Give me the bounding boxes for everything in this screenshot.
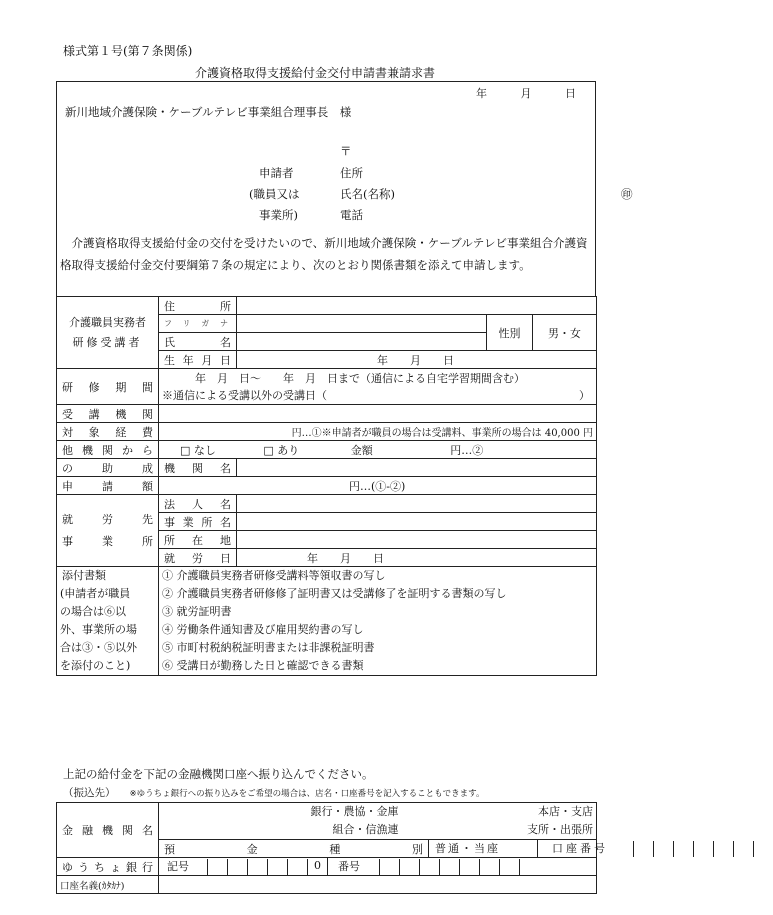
seal-icon: ㊞ bbox=[621, 187, 633, 201]
list-item: ① 介護職員実務者研修受講料等領収書の写し bbox=[162, 569, 386, 582]
other-aid-options bbox=[159, 441, 597, 459]
yucho-label: ゆうちょ銀行 bbox=[57, 858, 159, 876]
number-digit-box[interactable] bbox=[379, 859, 399, 875]
symbol-label: 記号 bbox=[167, 860, 189, 873]
transfer-destination: （振込先） ※ゆうちょ銀行への振り込みをご希望の場合は、店名・口座番号を記入することもできます。 bbox=[63, 787, 485, 799]
number-digit-box[interactable] bbox=[399, 859, 419, 875]
other-aid-yes-checkbox[interactable]: □ あり bbox=[263, 443, 300, 457]
account-name-label: 口座名義(ｶﾀｶﾅ) bbox=[57, 876, 159, 894]
account-digit-box[interactable] bbox=[653, 841, 673, 857]
agency-name-label: 機関名 bbox=[159, 459, 237, 477]
list-item: ④ 労働条件通知書及び雇用契約書の写し bbox=[162, 623, 364, 636]
account-name-input[interactable] bbox=[159, 876, 597, 894]
branch-type-options[interactable]: 本店・支店 支所・出張所 bbox=[429, 803, 597, 840]
list-item: ⑤ 市町村税納税証明書または非課税証明書 bbox=[162, 641, 375, 654]
number-digit-box[interactable] bbox=[499, 859, 519, 875]
other-aid-amount-input[interactable]: 円…② bbox=[450, 443, 484, 457]
bank-transfer-request: 上記の給付金を下記の金融機関口座へ振り込んでください。 bbox=[63, 767, 374, 781]
deposit-type-label: 預金種別 bbox=[159, 840, 429, 858]
corporation-label: 法人名 bbox=[159, 495, 237, 513]
yucho-note: ※ゆうちょ銀行への振り込みをご希望の場合は、店名・口座番号を記入することもできます。 bbox=[129, 789, 485, 799]
document-title: 介護資格取得支援給付金交付申請書兼請求書 bbox=[194, 66, 435, 80]
date-line[interactable]: 年 月 日 bbox=[476, 87, 577, 100]
gender-label: 性別 bbox=[487, 315, 533, 351]
number-digit-box[interactable] bbox=[419, 859, 439, 875]
addressee: 新川地域介護保険・ケーブルテレビ事業組合理事長 様 bbox=[65, 105, 352, 119]
birthdate-input[interactable]: 年 月 日 bbox=[237, 351, 597, 369]
symbol-digit-box[interactable] bbox=[247, 859, 267, 875]
yucho-row bbox=[159, 858, 597, 876]
list-item: ⑥ 受講日が勤務した日と確認できる書類 bbox=[162, 659, 364, 672]
request-amount-label: 申請額 bbox=[57, 477, 159, 495]
other-aid-label-2: の 助 成 bbox=[57, 459, 159, 477]
postal-mark: 〒 bbox=[340, 144, 352, 158]
training-days-note[interactable]: ※通信による受講以外の受講日（ ） bbox=[159, 387, 597, 405]
office-name-label: 事業所名 bbox=[159, 513, 237, 531]
work-date-input[interactable]: 年 月 日 bbox=[237, 549, 597, 567]
attachments-label: 添付書類 (申請者が職員 の場合は⑥以 外、事業所の場 合は③・⑤以外 を添付のこと) bbox=[57, 567, 159, 676]
symbol-digit-box[interactable] bbox=[267, 859, 287, 875]
account-digit-box[interactable] bbox=[673, 841, 693, 857]
gender-select[interactable]: 男・女 bbox=[533, 315, 597, 351]
training-period-label: 研修期間 bbox=[57, 369, 159, 405]
application-statement: 介護資格取得支援給付金の交付を受けたいので、新川地域介護保険・ケーブルテレビ事業組合介護資格取得支援給付金交付要綱第７条の規定により、次のとおり関係書類を添えて申請します。 bbox=[60, 236, 588, 272]
deposit-type-select[interactable]: 普通・当座 bbox=[435, 842, 500, 855]
birthdate-label: 生年月日 bbox=[159, 351, 237, 369]
other-aid-amount-label: 金額 bbox=[350, 443, 373, 457]
number-label: 番号 bbox=[327, 858, 379, 875]
bank-type-options[interactable]: 銀行・農協・金庫 組合・信漁連 bbox=[159, 803, 429, 840]
address-field[interactable]: 住所 bbox=[340, 166, 363, 180]
trainee-name-input[interactable] bbox=[237, 333, 487, 351]
attachments-list bbox=[159, 567, 597, 676]
number-digit-box[interactable] bbox=[519, 859, 539, 875]
deposit-row bbox=[429, 840, 608, 858]
furigana-label: フリガナ bbox=[159, 315, 237, 333]
location-label: 所在地 bbox=[159, 531, 237, 549]
request-amount-input[interactable]: 円…(①-②) bbox=[159, 477, 597, 495]
cost-input[interactable]: 円…①※申請者が職員の場合は受講料、事業所の場合は 40,000 円 bbox=[159, 423, 597, 441]
list-item: ③ 就労証明書 bbox=[162, 605, 232, 618]
institution-input[interactable] bbox=[159, 405, 597, 423]
training-period-input[interactable]: 年 月 日～ 年 月 日まで（通信による自宅学習期間含む） bbox=[159, 369, 597, 387]
cost-label: 対象経費 bbox=[57, 423, 159, 441]
account-digit-box[interactable] bbox=[693, 841, 713, 857]
account-digit-box[interactable] bbox=[753, 841, 773, 857]
bank-table bbox=[56, 802, 608, 894]
office-name-input[interactable] bbox=[237, 513, 597, 531]
applicant-section bbox=[56, 81, 633, 296]
symbol-digit-box[interactable] bbox=[227, 859, 247, 875]
account-digit-box[interactable] bbox=[713, 841, 733, 857]
account-digit-box[interactable] bbox=[633, 841, 653, 857]
name-label: 氏 名 bbox=[159, 333, 237, 351]
form-number: 様式第１号(第７条関係) bbox=[63, 44, 193, 58]
other-aid-label: 他機関から bbox=[57, 441, 159, 459]
symbol-digit-box[interactable] bbox=[287, 859, 307, 875]
location-input[interactable] bbox=[237, 531, 597, 549]
number-digit-box[interactable] bbox=[479, 859, 499, 875]
corporation-input[interactable] bbox=[237, 495, 597, 513]
applicant-label-office: 事業所) bbox=[259, 208, 298, 222]
employer-label: 就 労 先 事 業 所 bbox=[57, 495, 159, 567]
number-digit-box[interactable] bbox=[459, 859, 479, 875]
list-item: ② 介護職員実務者研修修了証明書又は受講修了を証明する書類の写し bbox=[162, 587, 507, 600]
applicant-label-staff: (職員又は bbox=[249, 187, 300, 201]
address-label: 住 所 bbox=[159, 297, 237, 315]
trainee-label: 介護職員実務者 研修受講者 bbox=[57, 297, 159, 369]
other-aid-none-checkbox[interactable]: □ なし bbox=[180, 443, 216, 457]
bank-name-label: 金融機関名 bbox=[57, 803, 159, 858]
agency-name-input[interactable] bbox=[237, 459, 597, 477]
number-digit-box[interactable] bbox=[439, 859, 459, 875]
symbol-digit-box[interactable] bbox=[207, 859, 227, 875]
trainee-address-input[interactable] bbox=[237, 297, 597, 315]
institution-label: 受講機関 bbox=[57, 405, 159, 423]
symbol-zero: 0 bbox=[307, 859, 327, 875]
furigana-input[interactable] bbox=[237, 315, 487, 333]
application-table bbox=[56, 296, 597, 676]
work-date-label: 就労日 bbox=[159, 549, 237, 567]
name-field[interactable]: 氏名(名称) bbox=[340, 187, 395, 201]
account-number-label: 口座番号 bbox=[537, 840, 633, 857]
applicant-label: 申請者 bbox=[259, 166, 294, 180]
account-digit-box[interactable] bbox=[733, 841, 753, 857]
phone-field[interactable]: 電話 bbox=[340, 208, 363, 222]
